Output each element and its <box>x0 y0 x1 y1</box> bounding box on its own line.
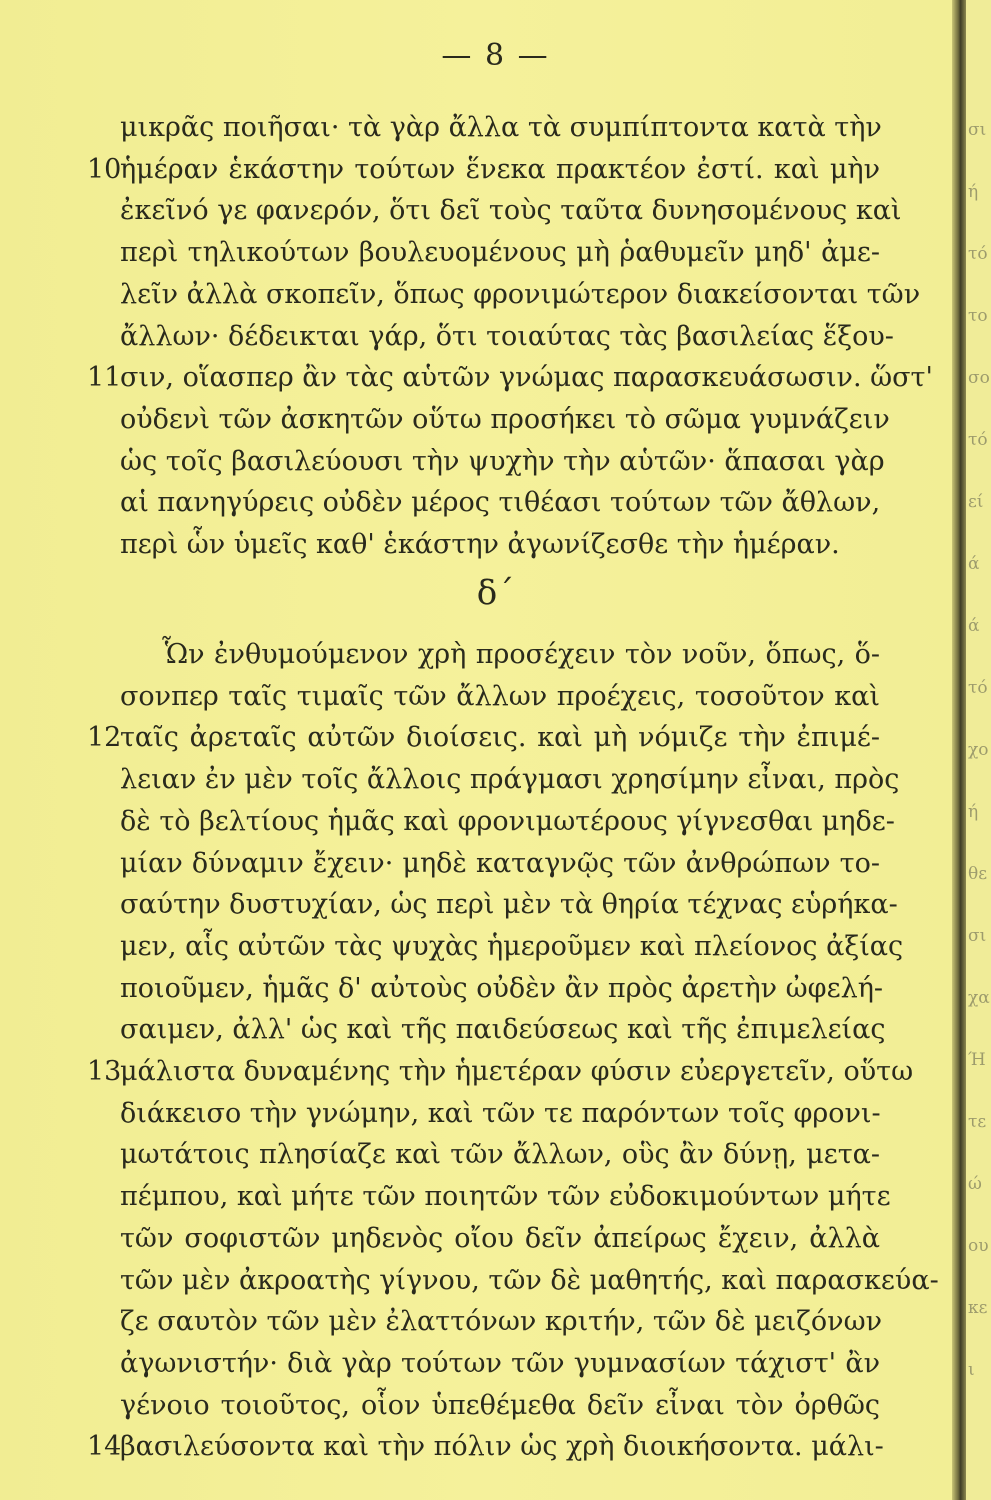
bleed-fragment: σι <box>968 926 987 946</box>
text-line: ὡς τοῖς βασιλεύουσι τὴν ψυχὴν τὴν αὑτῶν· ἅπασαι γὰρ <box>120 446 885 477</box>
bleed-fragment: κε <box>968 1298 988 1318</box>
bleed-fragment: το <box>968 306 988 326</box>
bleed-fragment: τό <box>968 430 988 450</box>
bleed-fragment: τε <box>968 1112 987 1132</box>
text-line: ταῖς ἀρεταῖς αὐτῶν διοίσεις. καὶ μὴ νόμιζε τὴν ἐπιμέ- <box>120 722 880 753</box>
text-line: τῶν σοφιστῶν μηδενὸς οἴου δεῖν ἀπείρως ἔχειν, ἀλλὰ <box>120 1223 880 1254</box>
text-line: μάλιστα δυναμένης τὴν ἡμετέραν φύσιν εὐεργετεῖν, οὕτω <box>120 1056 914 1087</box>
text-line: σονπερ ταῖς τιμαῖς τῶν ἄλλων προέχεις, τοσοῦτον καὶ <box>120 681 880 712</box>
section-heading: δ΄ <box>476 573 515 613</box>
text-line: τῶν μὲν ἀκροατὴς γίγνου, τῶν δὲ μαθητής, καὶ παρασκεύα- <box>120 1265 939 1296</box>
text-line: λεῖν ἀλλὰ σκοπεῖν, ὅπως φρονιμώτερον διακείσονται τῶν <box>120 279 921 310</box>
line-number: 10 <box>87 154 122 185</box>
page-number: — 8 — <box>441 38 550 73</box>
line-number: 14 <box>87 1431 122 1462</box>
bleed-fragment: ή <box>968 182 979 202</box>
bleed-fragment: θε <box>968 864 988 884</box>
bleed-fragment: ου <box>968 1236 989 1256</box>
bleed-fragment: χο <box>968 740 989 760</box>
text-line: βασιλεύσοντα καὶ τὴν πόλιν ὡς χρὴ διοικήσοντα. μάλι- <box>120 1431 884 1462</box>
bleed-fragment: εί <box>968 492 984 512</box>
text-line: αἱ πανηγύρεις οὐδὲν μέρος τιθέασι τούτων τῶν ἄθλων, <box>120 487 881 518</box>
bleed-fragment: ή <box>968 802 979 822</box>
text-line: πέμπου, καὶ μήτε τῶν ποιητῶν τῶν εὐδοκιμούντων μήτε <box>120 1181 891 1212</box>
text-line: οὐδενὶ τῶν ἀσκητῶν οὕτω προσήκει τὸ σῶμα γυμνάζειν <box>120 404 890 435</box>
text-line: περὶ τηλικούτων βουλευομένους μὴ ῥαθυμεῖν μηδ' ἀμε- <box>120 237 880 268</box>
bleed-fragment: τό <box>968 678 988 698</box>
bleed-fragment: χα <box>968 988 990 1008</box>
text-line: μίαν δύναμιν ἔχειν· μηδὲ καταγνῷς τῶν ἀνθρώπων το- <box>120 848 880 879</box>
text-line: μωτάτοις πλησίαζε καὶ τῶν ἄλλων, οὓς ἂν δύνῃ, μετα- <box>120 1139 880 1170</box>
text-line: σαύτην δυστυχίαν, ὡς περὶ μὲν τὰ θηρία τέχνας εὑρήκα- <box>120 889 898 920</box>
text-line: περὶ ὧν ὑμεῖς καθ' ἑκάστην ἀγωνίζεσθε τὴν ἡμέραν. <box>120 529 840 560</box>
text-line: μεν, αἷς αὐτῶν τὰς ψυχὰς ἡμεροῦμεν καὶ πλείονος ἀξίας <box>120 931 904 962</box>
line-number: 13 <box>87 1056 122 1087</box>
bleed-fragment: τό <box>968 244 988 264</box>
text-line: Ὧν ἐνθυμούμενον χρὴ προσέχειν τὸν νοῦν, ὅπως, ὅ- <box>162 639 880 670</box>
text-line: σιν, οἵασπερ ἂν τὰς αὑτῶν γνώμας παρασκευάσωσιν. ὥστ' <box>120 362 933 393</box>
bleed-fragment: ώ <box>968 1174 982 1194</box>
text-line: ποιοῦμεν, ἡμᾶς δ' αὐτοὺς οὐδὲν ἂν πρὸς ἀρετὴν ὠφελή- <box>120 973 883 1004</box>
text-line: ζε σαυτὸν τῶν μὲν ἐλαττόνων κριτήν, τῶν δὲ μειζόνων <box>120 1306 882 1337</box>
text-line: ἄλλων· δέδεικται γάρ, ὅτι τοιαύτας τὰς βασιλείας ἕξου- <box>120 321 894 352</box>
bleed-fragment: σο <box>968 368 990 388</box>
line-number: 11 <box>87 362 122 393</box>
line-number: 12 <box>87 722 122 753</box>
bleed-fragment: ι <box>968 1360 975 1380</box>
text-line: σαιμεν, ἀλλ' ὡς καὶ τῆς παιδεύσεως καὶ τῆς ἐπιμελείας <box>120 1014 886 1045</box>
text-line: ἀγωνιστήν· διὰ γὰρ τούτων τῶν γυμνασίων τάχιστ' ἂν <box>120 1348 880 1379</box>
bleed-fragment: σι <box>968 120 987 140</box>
text-line: ἡμέραν ἑκάστην τούτων ἕνεκα πρακτέον ἐστί. καὶ μὴν <box>120 154 880 185</box>
page-gutter <box>952 0 966 1500</box>
text-line: ἐκεῖνό γε φανερόν, ὅτι δεῖ τοὺς ταῦτα δυνησομένους καὶ <box>120 195 902 226</box>
bleed-fragment: Ή <box>968 1050 986 1070</box>
adjacent-page-edge <box>966 0 991 1500</box>
text-line: δὲ τὸ βελτίους ἡμᾶς καὶ φρονιμωτέρους γίγνεσθαι μηδε- <box>120 806 895 837</box>
bleed-fragment: ά <box>968 554 980 574</box>
bleed-fragment: ά <box>968 616 980 636</box>
text-line: διάκεισο τὴν γνώμην, καὶ τῶν τε παρόντων τοῖς φρονι- <box>120 1098 881 1129</box>
text-line: γένοιο τοιοῦτος, οἷον ὑπεθέμεθα δεῖν εἶναι τὸν ὀρθῶς <box>120 1390 880 1421</box>
text-line: μικρᾶς ποιῆσαι· τὰ γὰρ ἄλλα τὰ συμπίπτοντα κατὰ τὴν <box>120 112 882 143</box>
text-line: λειαν ἐν μὲν τοῖς ἄλλοις πράγμασι χρησίμην εἶναι, πρὸς <box>120 764 900 795</box>
